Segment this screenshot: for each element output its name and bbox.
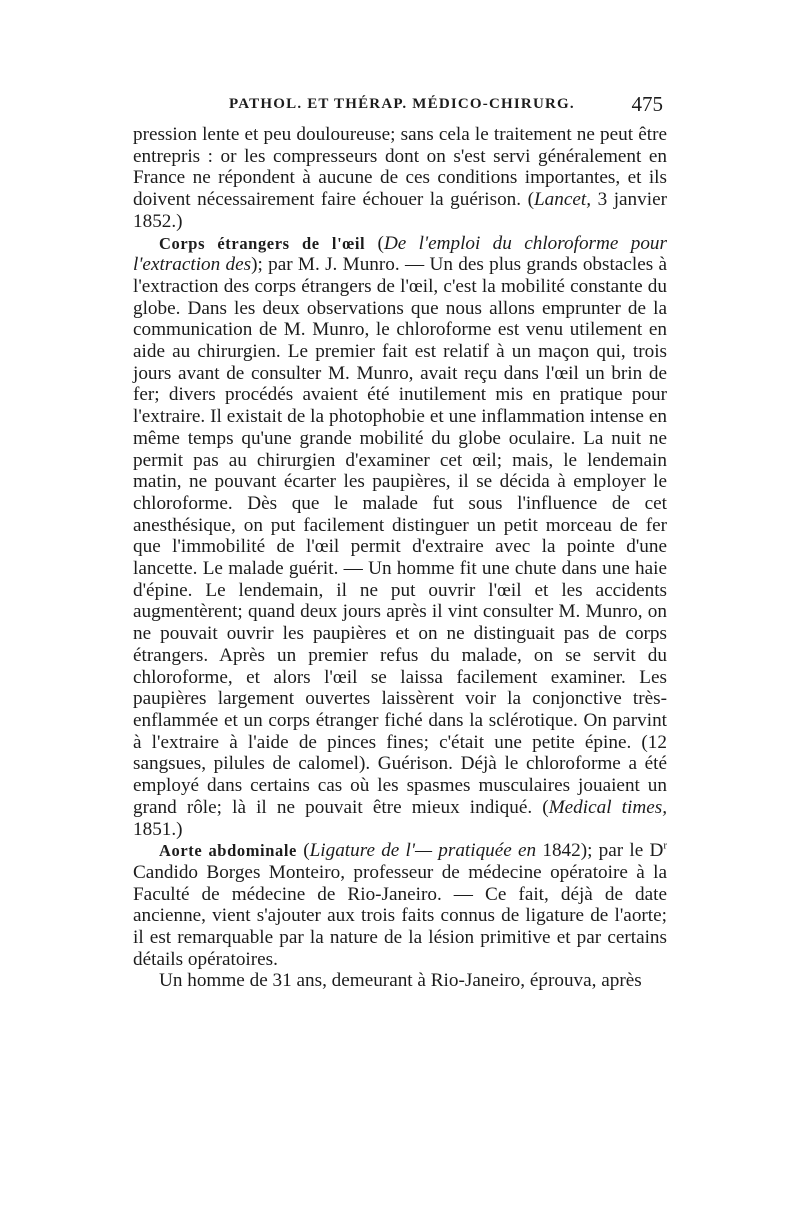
paragraph-case-start <box>133 970 667 992</box>
paragraph-text: Un homme de 31 ans, demeurant à Rio-Janeiro, éprouva, après <box>159 970 642 992</box>
paragraph-text: ); par M. J. Munro. — Un des plus grands obstacles à l'extraction des corps étrangers de l'œil, c'est la mobilité constante du globe. Dans les deux observations que nous allons emprunter de la communication de M. Munro, le chloroforme est venu utilement en aide au chirurgien. Le premier fait est relatif à un maçon qui, trois jours avant de consulter M. Munro, avait reçu dans l'œil un brin de fer; divers procédés avaient été inutilement mis en pratique pour l'extraire. Il existait de la photophobie et une inflammation intense en même temps qu'une grande mobilité du globe oculaire. La nuit ne permit pas au chirurgien d'examiner cet œil; mais, le lendemain matin, ne pouvant écarter les paupières, il se décida à employer le chloroforme. Dès que le malade fut sous l'influence de cet anesthésique, on put facilement distinguer un petit morceau de fer que l'immobilité de l'œil permit d'extraire avec la pointe d'une lancette. Le malade guérit. — Un homme fit une chute dans une haie d'épine. Le lendemain, il ne put ouvrir l'œil et les accidents augmentèrent; quand deux jours après il vint consulter M. Munro, on ne pouvait ouvrir les paupières et on ne distinguait pas de corps étrangers. Après un premier refus du malade, on se servit du chloroforme, et alors l'œil se laissa facilement examiner. Les paupières largement ouvertes laissèrent voir la conjonctive très-enflammée et un corps étranger fiché dans la sclérotique. On parvint à l'extraire à l'aide de pinces fines; c'était une petite épine. (12 sangsues, pilules de calomel). Guérison. Déjà le chloroforme a été employé dans certains cas où les spasmes musculaires jouaient un grand rôle; là il ne pouvait être mieux indiqué. ( <box>133 254 667 818</box>
citation-date: 3 janvier 1852.) <box>133 189 667 232</box>
body-text <box>133 124 667 992</box>
paragraph-text: pression lente et peu douloureuse; sans cela le traitement ne peut être entrepris : or les compresseurs dont on s'est servi généralement en France ne répondent à aucune de ces conditions importantes, et ils doivent nécessairement faire échouer la guérison. ( <box>133 124 667 211</box>
citation-date: 1851.) <box>133 818 183 840</box>
superscript: r <box>663 839 667 852</box>
article-title: Ligature de l'— pratiquée en <box>309 840 537 862</box>
article-title: De l'emploi du chloroforme pour l'extraction des <box>133 232 667 276</box>
open-paren: ( <box>365 232 384 254</box>
paragraph-text: Candido Borges Monteiro, professeur de médecine opératoire à la Faculté de médecine de Rio-Janeiro. — Ce fait, déjà de date ancienne, vient s'ajouter aux trois faits connus de ligature de l'aorte; il est remarquable par la nature de la lésion primitive et par certains détails opératoires. <box>133 861 667 970</box>
page-number: 475 <box>631 92 663 116</box>
section-heading: Corps étrangers de l'œil <box>159 233 366 253</box>
open-paren: ( <box>296 840 310 862</box>
paragraph-compression-end <box>133 124 667 233</box>
source-citation: Lancet, <box>534 189 592 211</box>
paragraph-corps-etrangers <box>133 233 667 841</box>
running-head <box>133 92 667 124</box>
paragraph-aorte-abdominale <box>133 840 667 970</box>
section-heading: Aorte abdominale <box>159 841 297 861</box>
running-title: PATHOL. ET THÉRAP. MÉDICO-CHIRURG. <box>229 96 575 112</box>
source-citation: Medical times, <box>548 796 667 818</box>
paragraph-text: 1842); par le D <box>536 840 664 862</box>
book-page <box>133 92 667 992</box>
